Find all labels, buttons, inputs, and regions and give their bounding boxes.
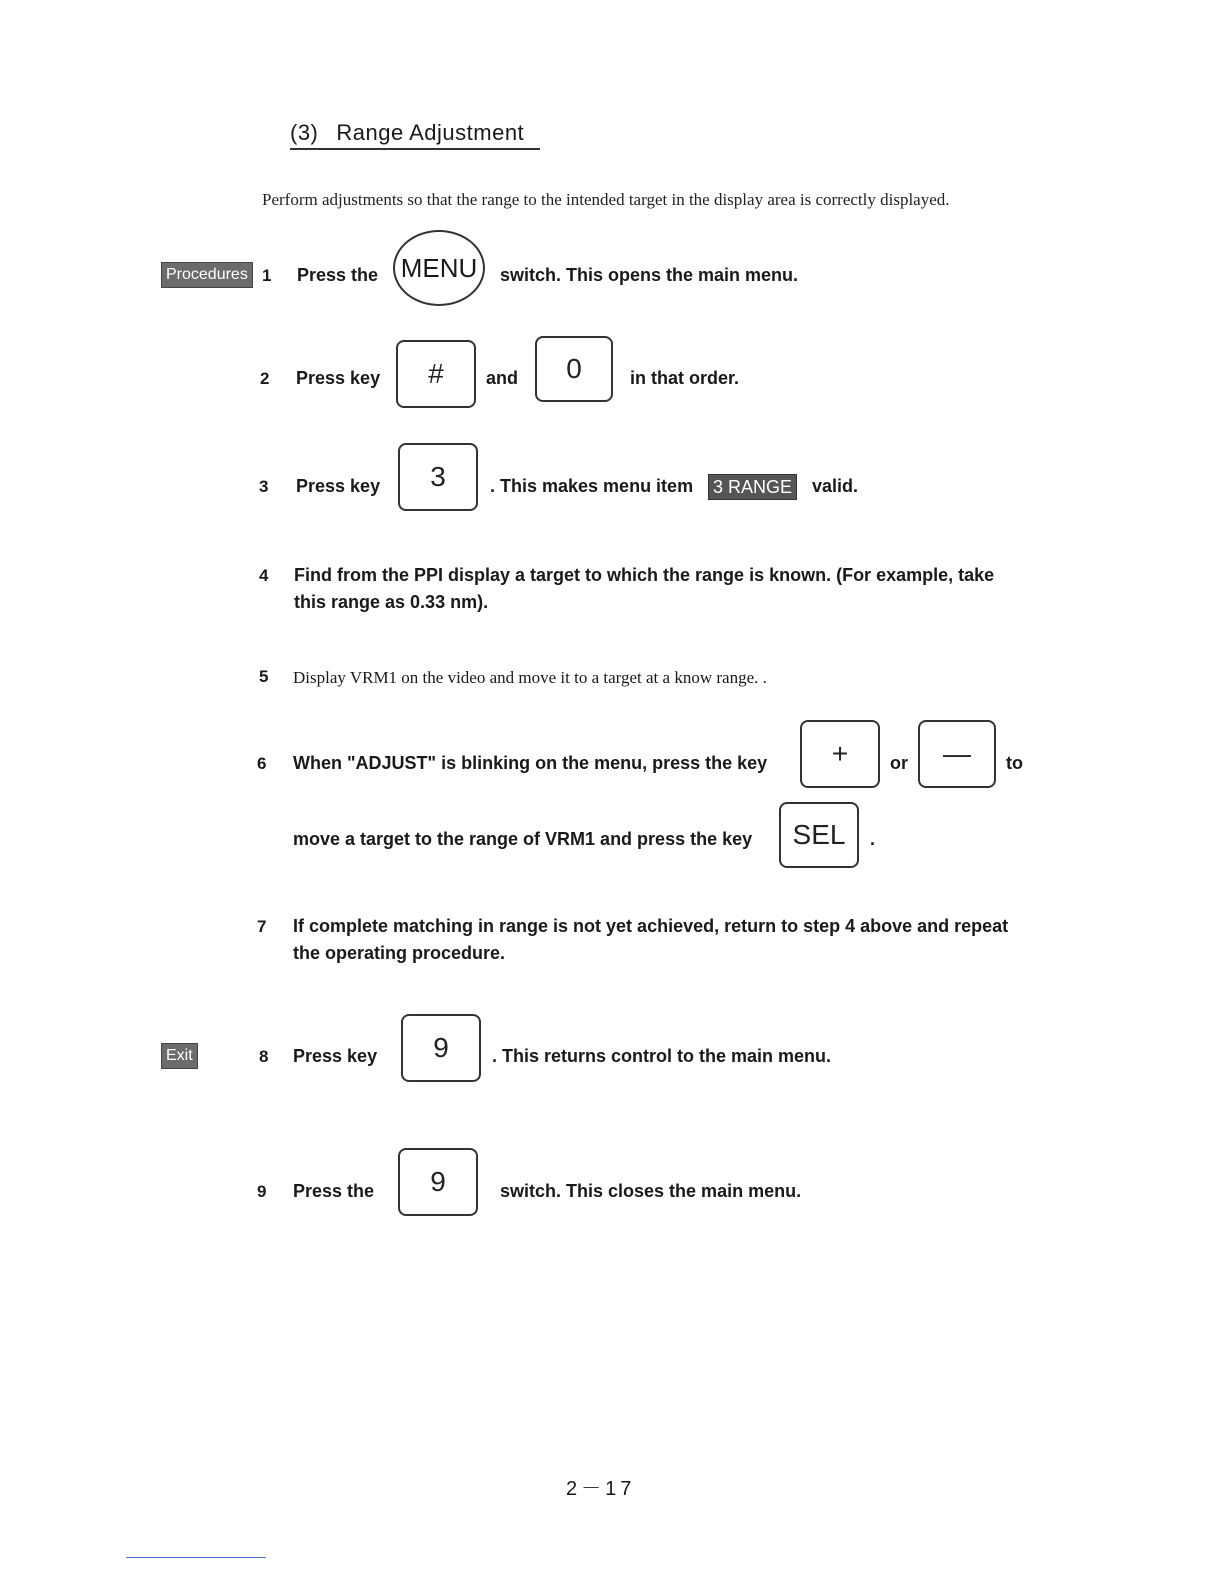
step-6-to: to (1006, 753, 1023, 773)
sel-key (779, 802, 859, 868)
step-8-result: . This returns control to the main menu. (492, 1046, 832, 1066)
section-title (290, 120, 540, 150)
exit-label: Exit (161, 1043, 198, 1069)
step-3-valid: valid. (812, 476, 859, 496)
intro-text: Perform adjustments so that the range to the intended target in the display area is correctly displayed. (262, 190, 950, 209)
hash-key-label: # (428, 358, 444, 389)
nine-switch-key (398, 1148, 478, 1216)
step-2-text: Press key (296, 368, 381, 388)
step-6-or: or (890, 753, 908, 773)
step-3-text: Press key (296, 476, 381, 496)
minus-key (918, 720, 996, 788)
zero-key (535, 336, 613, 402)
step-3-result: . This makes menu item (490, 476, 694, 496)
step-1-number: 1 (262, 266, 272, 285)
minus-key-label: — (943, 738, 971, 769)
three-key-label: 3 (430, 461, 446, 492)
step-7-line-2: the operating procedure. (293, 943, 506, 963)
three-key (398, 443, 478, 511)
step-2-number: 2 (260, 369, 270, 388)
step-6-line-2: move a target to the range of VRM1 and press the key (293, 829, 753, 849)
step-9-text: Press the (293, 1181, 375, 1201)
step-5-number: 5 (259, 667, 269, 686)
step-1-result: switch. This opens the main menu. (500, 265, 799, 285)
step-5-text: Display VRM1 on the video and move it to a target at a know range. . (293, 668, 767, 687)
hash-key (396, 340, 476, 408)
step-4-line-1: Find from the PPI display a target to which the range is known. (For example, take (294, 565, 995, 585)
nine-key (401, 1014, 481, 1082)
plus-key-label: + (831, 738, 849, 769)
page-number: 2－17 (566, 1478, 636, 1500)
step-6-period: . (870, 829, 876, 849)
step-2-and: and (486, 368, 519, 388)
menu-key (393, 230, 485, 306)
nine-switch-key-label: 9 (430, 1166, 446, 1197)
step-7-line-1: If complete matching in range is not yet achieved, return to step 4 above and repeat (293, 916, 1009, 936)
step-1-text: Press the (297, 265, 379, 285)
menu-item-3-range: 3 RANGE (708, 474, 797, 500)
step-9-result: switch. This closes the main menu. (500, 1181, 802, 1201)
section-title-text: Range Adjustment (336, 120, 525, 145)
footer-rule (126, 1557, 266, 1558)
step-7-number: 7 (257, 917, 267, 936)
section-number: (3) (290, 120, 319, 145)
step-9-number: 9 (257, 1182, 267, 1201)
zero-key-label: 0 (566, 353, 582, 384)
step-6-number: 6 (257, 754, 267, 773)
step-2-result: in that order. (630, 368, 740, 388)
step-4-line-2: this range as 0.33 nm). (294, 592, 489, 612)
step-3-number: 3 (259, 477, 269, 496)
plus-key (800, 720, 880, 788)
procedures-label: Procedures (161, 262, 253, 288)
sel-key-label: SEL (792, 819, 846, 850)
step-4-number: 4 (259, 566, 269, 585)
step-8-text: Press key (293, 1046, 378, 1066)
menu-key-label: MENU (400, 252, 478, 283)
step-8-number: 8 (259, 1047, 269, 1066)
step-6-line-1: When "ADJUST" is blinking on the menu, press the key (293, 753, 768, 773)
nine-key-label: 9 (433, 1032, 449, 1063)
